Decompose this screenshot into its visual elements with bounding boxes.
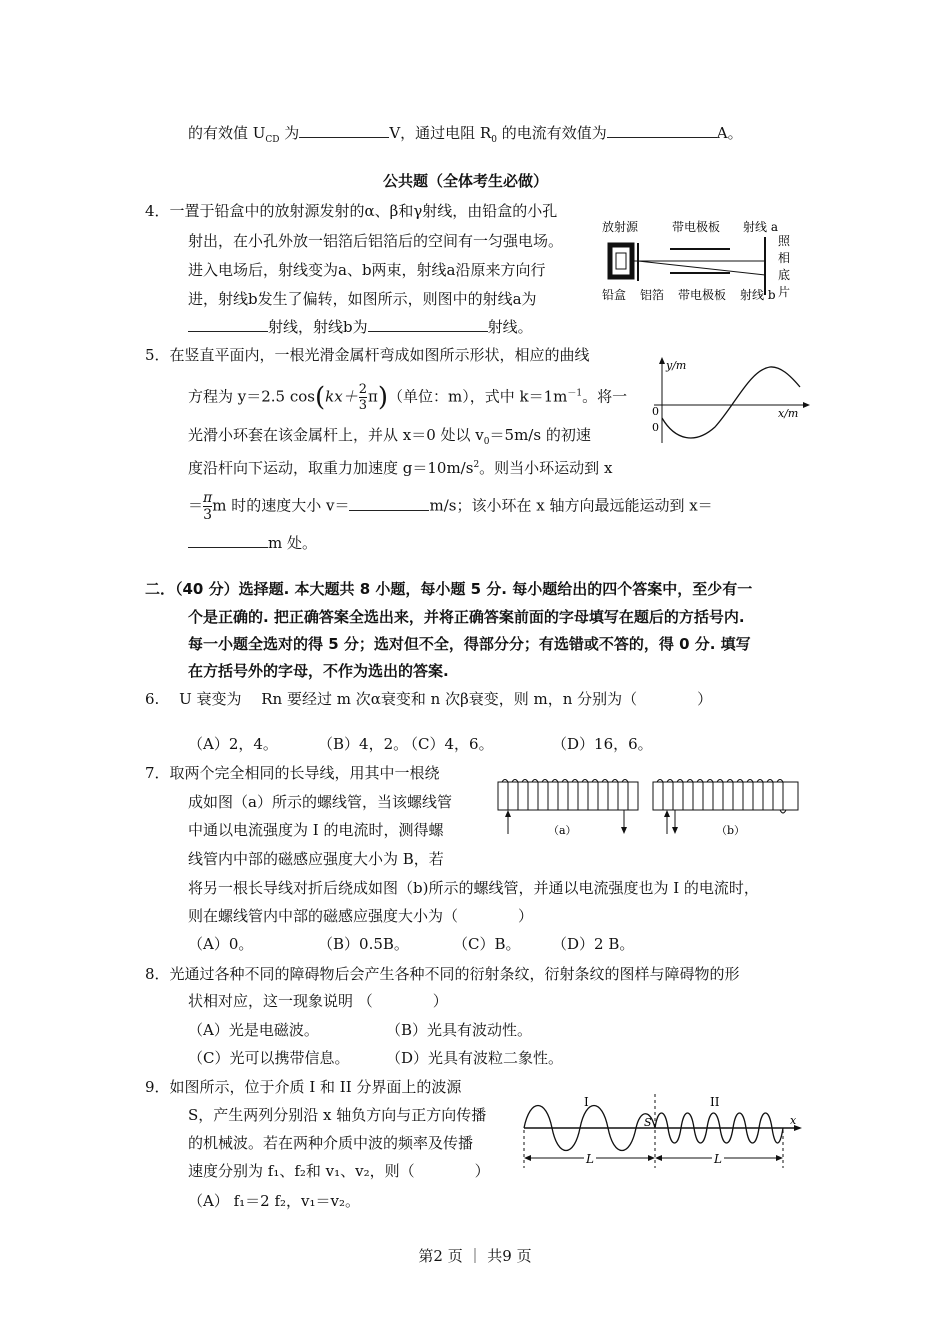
q7-line2: 成如图（a）所示的螺线管，当该螺线管	[188, 793, 452, 811]
label-a: （a）	[548, 824, 577, 837]
film-label-4: 片	[778, 285, 791, 299]
q7-line1: 7．取两个完全相同的长导线，用其中一根绕	[145, 764, 440, 782]
q4-line2: 射出，在小孔外放一铝箔后铝箔后的空间有一匀强电场。	[188, 232, 564, 250]
source-label: S	[644, 1116, 652, 1129]
length-label-2: L	[714, 1152, 722, 1166]
q7-option-c[interactable]: （C）B。	[453, 935, 521, 953]
q8-line2: 状相对应，这一现象说明 （ ）	[188, 992, 448, 1010]
q9-line3: 的机械波。若在两种介质中波的频率及传播	[188, 1134, 474, 1152]
q7-line4: 线管内中部的磁感应强度大小为 B，若	[188, 850, 444, 868]
q7-option-d[interactable]: （D）2 B。	[552, 935, 635, 953]
q5-line6: m 处。	[188, 532, 317, 554]
wave-figure	[518, 1090, 808, 1175]
cosine-curve-figure	[640, 355, 815, 445]
q8-option-d[interactable]: （D）光具有波粒二象性。	[386, 1049, 564, 1067]
q7-option-b[interactable]: （B）0.5B。	[318, 935, 409, 953]
answer-blank[interactable]	[188, 533, 268, 548]
section2-line3: 每一小题全选对的得 5 分；选对但不全，得部分分；有选错或不答的，得 0 分. 填写	[188, 635, 751, 653]
x-axis-label: x/m	[778, 407, 799, 420]
label-ray-a: 射线 a	[743, 220, 778, 234]
q3-tail: 的有效值 $U_{CD}$ 为 V，通过电阻 $R_0$ 的电流有效值为 A。	[188, 124, 743, 145]
solenoid-figure	[490, 772, 805, 842]
label-lead-box: 铅盒	[602, 288, 627, 302]
q4-line3: 进入电场后，射线变为a、b两束，射线a沿原来方向行	[188, 261, 546, 279]
q7-line5: 将另一根长导线对折后绕成如图（b)所示的螺线管，并通以电流强度也为 I 的电流时，	[188, 879, 759, 897]
label-b: （b）	[716, 824, 746, 837]
answer-blank[interactable]	[349, 496, 429, 511]
q5-line3: 光滑小环套在该金属杆上，并从 x＝0 处以 $v_0=5m/s$ 的初速	[188, 426, 591, 447]
q6-stem: 6. U 衰变为 Rn 要经过 m 次α衰变和 n 次β衰变，则 m，n 分别为（ ）	[145, 690, 713, 708]
q5-line2: 方程为 y＝2.5 cos(kx＋ $\frac{2}{3}$ π)（单位：m），式中 $k=1m^{-1}$。将一	[188, 382, 628, 413]
label-source: 放射源	[602, 220, 639, 234]
q4-line4: 进，射线b发生了偏转，如图所示，则图中的射线a为	[188, 290, 537, 308]
x-axis-label: x	[790, 1114, 797, 1127]
page-footer: 第2 页 ｜ 共9 页	[418, 1247, 532, 1265]
q6-option-c[interactable]: （C）4，6。	[403, 735, 494, 753]
q9-option-a[interactable]: （A） f₁＝2 f₂，v₁＝v₂。	[188, 1192, 361, 1210]
answer-blank[interactable]	[607, 123, 717, 138]
answer-blank[interactable]	[299, 123, 389, 138]
origin-label: 0	[652, 405, 659, 418]
q7-option-a[interactable]: （A）0。	[188, 935, 254, 953]
q5-line5: ＝ $\frac{\pi}{3}$ m 时的速度大小 v＝ m/s；该小环在 x 轴方向最远能运动到 x＝	[188, 490, 713, 523]
answer-blank[interactable]	[368, 317, 488, 332]
label-plate-top: 带电极板	[672, 220, 721, 234]
q8-option-a[interactable]: （A）光是电磁波。	[188, 1021, 319, 1039]
film-label-3: 底	[778, 268, 791, 282]
q8-option-b[interactable]: （B）光具有波动性。	[386, 1021, 533, 1039]
q9-line4: 速度分别为 f₁、f₂和 v₁、v₂，则（ ）	[188, 1162, 490, 1180]
radiation-figure	[600, 215, 810, 305]
origin-label-2: 0	[652, 421, 659, 434]
section2-line4: 在方括号外的字母，不作为选出的答案.	[188, 662, 449, 680]
answer-blank[interactable]	[188, 317, 268, 332]
q4-line5: 射线，射线b为 射线。	[188, 316, 533, 338]
q6-option-a[interactable]: （A）2，4。	[188, 735, 278, 753]
film-label-1: 照	[778, 234, 791, 248]
q7-line6: 则在螺线管内中部的磁感应强度大小为（ ）	[188, 907, 534, 925]
label-ray-b: 射线 b	[740, 288, 776, 302]
q5-line4: 度沿杆向下运动，取重力加速度 $g=10m/s^2$。则当小环运动到 x	[188, 459, 613, 477]
medium-1-label: I	[584, 1095, 589, 1109]
section2-line1: 二．（40 分）选择题. 本大题共 8 小题，每小题 5 分. 每小题给出的四个答案中，至少有一	[145, 580, 753, 598]
medium-2-label: II	[710, 1095, 720, 1109]
label-plate-bottom: 带电极板	[678, 288, 727, 302]
q4-line1: 4．一置于铅盒中的放射源发射的α、β和γ射线，由铅盒的小孔	[145, 202, 558, 220]
q9-line1: 9．如图所示，位于介质 I 和 II 分界面上的波源	[145, 1078, 462, 1096]
y-axis-label: y/m	[666, 359, 687, 372]
q6-option-d[interactable]: （D）16，6。	[552, 735, 653, 753]
q8-option-c[interactable]: （C）光可以携带信息。	[188, 1049, 350, 1067]
section-title-common: 公共题（全体考生必做）	[383, 172, 549, 190]
film-label-2: 相	[778, 251, 791, 265]
length-label-1: L	[586, 1152, 594, 1166]
q9-line2: S，产生两列分别沿 x 轴负方向与正方向传播	[188, 1106, 487, 1124]
label-foil: 铝箔	[640, 288, 665, 302]
section2-line2: 个是正确的. 把正确答案全选出来，并将正确答案前面的字母填写在题后的方括号内.	[188, 608, 745, 626]
q5-line1: 5．在竖直平面内，一根光滑金属杆弯成如图所示形状，相应的曲线	[145, 346, 590, 364]
q7-line3: 中通以电流强度为 I 的电流时，测得螺	[188, 821, 444, 839]
q6-option-b[interactable]: （B）4，2。	[318, 735, 409, 753]
q8-line1: 8．光通过各种不同的障碍物后会产生各种不同的衍射条纹，衍射条纹的图样与障碍物的形	[145, 965, 740, 983]
